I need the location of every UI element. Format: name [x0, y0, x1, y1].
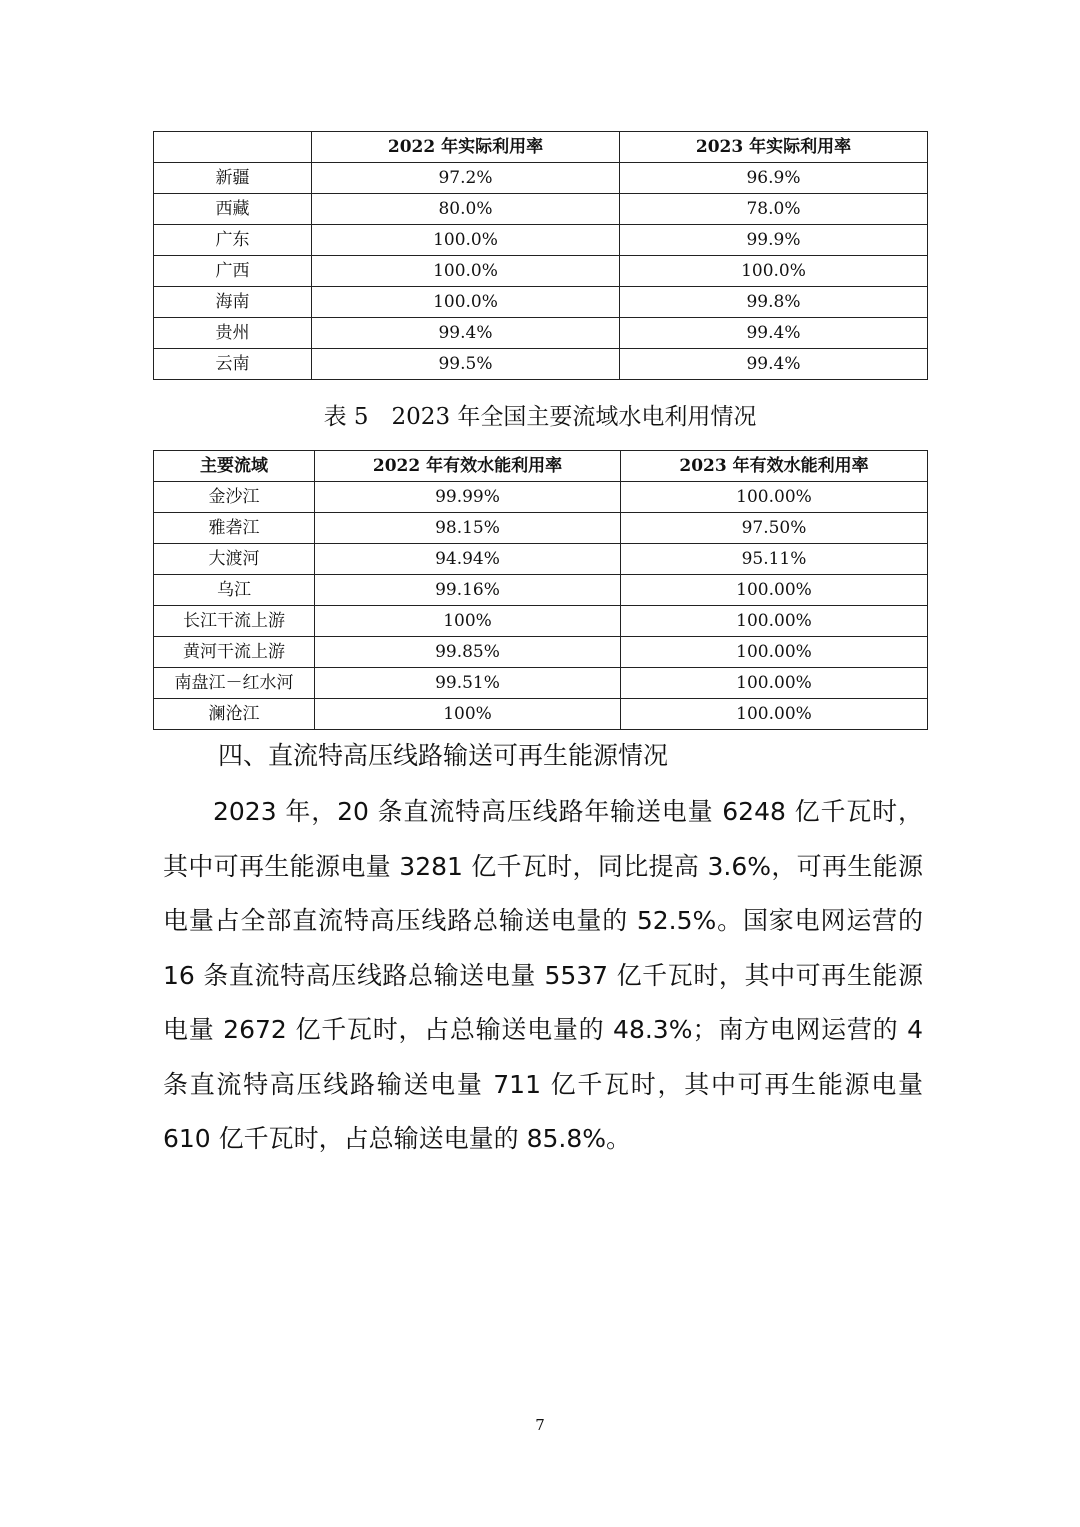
value-cell: 100.00%: [621, 482, 928, 513]
river-basin-utilization-table: [153, 450, 928, 730]
value-cell: 98.15%: [315, 513, 621, 544]
region-cell: 广西: [154, 256, 312, 287]
basin-cell: 黄河干流上游: [154, 637, 315, 668]
basin-cell: 金沙江: [154, 482, 315, 513]
value-cell: 99.8%: [620, 287, 928, 318]
table-row: [154, 287, 928, 318]
value-cell: 100.00%: [621, 575, 928, 606]
basin-cell: 雅砻江: [154, 513, 315, 544]
value-cell: 100%: [315, 606, 621, 637]
table-row: [154, 637, 928, 668]
body-paragraph: 2023 年，20 条直流特高压线路年输送电量 6248 亿千瓦时，其中可再生能源电量 3281 亿千瓦时，同比提高 3.6%，可再生能源电量占全部直流特高压线路总输送电量的 52.5%。国家电网运营的 16 条直流特高压线路总输送电量 5537 亿千瓦时，其中可再生能源电量 2672 亿千瓦时，占总输送电量的 48.3%；南方电网运营的 4 条直流特高压线路输送电量 711 亿千瓦时，其中可再生能源电量 610 亿千瓦时，占总输送电量的 85.8%。: [163, 797, 923, 1153]
value-cell: 100.00%: [621, 699, 928, 730]
value-cell: 100.0%: [312, 287, 620, 318]
table-row: [154, 699, 928, 730]
table-row: [154, 482, 928, 513]
table-header-row: [154, 451, 928, 482]
value-cell: 100.00%: [621, 637, 928, 668]
value-cell: 78.0%: [620, 194, 928, 225]
header-cell: 2023 年有效水能利用率: [621, 451, 928, 482]
region-utilization-table: [153, 131, 928, 380]
region-cell: 云南: [154, 349, 312, 380]
value-cell: 100.0%: [312, 256, 620, 287]
value-cell: 100.0%: [312, 225, 620, 256]
table-row: [154, 575, 928, 606]
value-cell: 99.4%: [620, 349, 928, 380]
section-heading: 四、直流特高压线路输送可再生能源情况: [218, 741, 669, 770]
value-cell: 99.85%: [315, 637, 621, 668]
value-cell: 97.2%: [312, 163, 620, 194]
table-header-row: [154, 132, 928, 163]
header-cell: 2022 年实际利用率: [312, 132, 620, 163]
basin-cell: 乌江: [154, 575, 315, 606]
table-row: [154, 349, 928, 380]
table-row: [154, 256, 928, 287]
table-row: [154, 318, 928, 349]
table-row: [154, 513, 928, 544]
table-caption: 表 5 2023 年全国主要流域水电利用情况: [323, 404, 757, 430]
table-row: [154, 194, 928, 225]
header-cell: [154, 132, 312, 163]
value-cell: 80.0%: [312, 194, 620, 225]
basin-cell: 长江干流上游: [154, 606, 315, 637]
basin-cell: 南盘江－红水河: [154, 668, 315, 699]
value-cell: 100.00%: [621, 668, 928, 699]
region-cell: 广东: [154, 225, 312, 256]
header-cell: 主要流域: [154, 451, 315, 482]
value-cell: 99.99%: [315, 482, 621, 513]
value-cell: 99.16%: [315, 575, 621, 606]
basin-cell: 澜沧江: [154, 699, 315, 730]
header-cell: 2022 年有效水能利用率: [315, 451, 621, 482]
table-row: [154, 606, 928, 637]
value-cell: 94.94%: [315, 544, 621, 575]
table-row: [154, 544, 928, 575]
value-cell: 95.11%: [621, 544, 928, 575]
header-cell: 2023 年实际利用率: [620, 132, 928, 163]
page-number: 7: [535, 1416, 545, 1434]
region-cell: 西藏: [154, 194, 312, 225]
value-cell: 99.9%: [620, 225, 928, 256]
value-cell: 99.4%: [312, 318, 620, 349]
value-cell: 96.9%: [620, 163, 928, 194]
table-row: [154, 163, 928, 194]
table-row: [154, 668, 928, 699]
table-row: [154, 225, 928, 256]
value-cell: 99.51%: [315, 668, 621, 699]
value-cell: 100.0%: [620, 256, 928, 287]
value-cell: 100%: [315, 699, 621, 730]
value-cell: 100.00%: [621, 606, 928, 637]
value-cell: 97.50%: [621, 513, 928, 544]
value-cell: 99.4%: [620, 318, 928, 349]
value-cell: 99.5%: [312, 349, 620, 380]
basin-cell: 大渡河: [154, 544, 315, 575]
region-cell: 新疆: [154, 163, 312, 194]
region-cell: 海南: [154, 287, 312, 318]
region-cell: 贵州: [154, 318, 312, 349]
